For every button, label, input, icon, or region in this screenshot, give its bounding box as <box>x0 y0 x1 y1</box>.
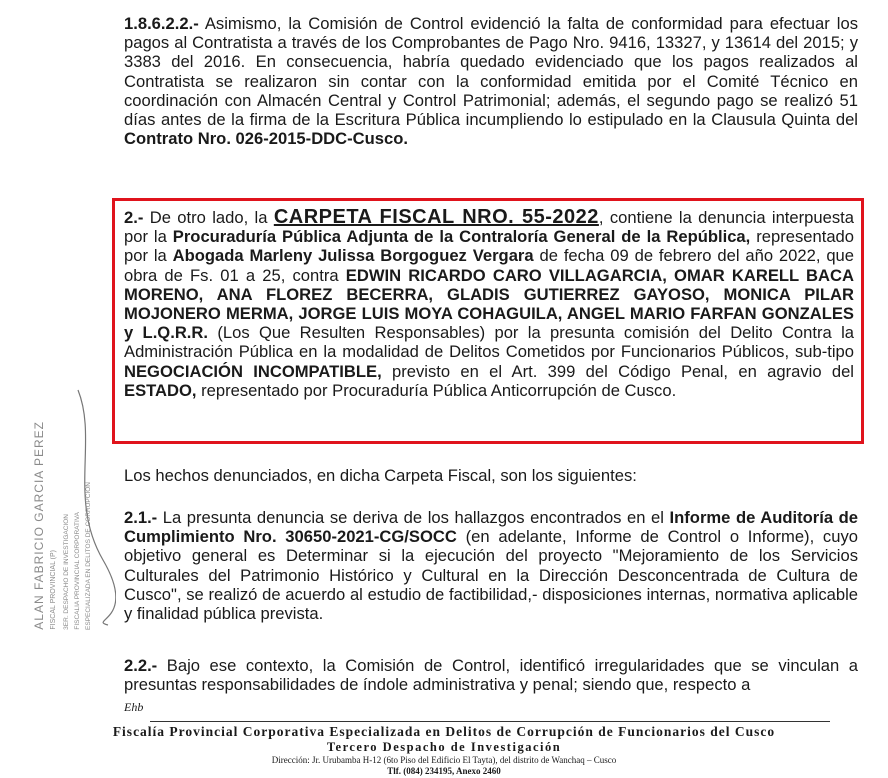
signature-stroke-icon <box>8 380 116 630</box>
footer-phone: Tlf. (084) 234195, Anexo 2460 <box>387 766 501 776</box>
abogada-name: Abogada Marleny Julissa Borgoguez Vergara <box>172 246 534 266</box>
paragraph-text: representado por la <box>124 227 855 266</box>
paragraph-text: La presunta denuncia se deriva de los hallazgos encontrados en el <box>157 508 670 527</box>
footer-despacho: Tercero Despacho de Investigación <box>326 740 562 754</box>
seal-line: FISCALIA PROVINCIAL CORPORATIVA <box>74 512 81 630</box>
carpeta-fiscal-title: CARPETA FISCAL NRO. 55-2022 <box>273 206 599 228</box>
seal-line: ESPECIALIZADA EN DELITOS DE CORRUPCION <box>85 482 92 630</box>
section-number: 2.- <box>124 208 144 227</box>
paragraph-hechos: Los hechos denunciados, en dicha Carpeta Fiscal, son los siguientes: <box>124 466 637 485</box>
seal-line: 3ER. DESPACHO DE INVESTIGACION <box>63 514 70 630</box>
paragraph-text: De otro lado, la <box>143 208 274 227</box>
procuraduria-name: Procuraduría Pública Adjunta de la Contraloría General de la República, <box>172 227 751 247</box>
paragraph-text: Bajo ese contexto, la Comisión de Control, identificó irregularidades que se vinculan a presuntas responsabilidades de índole administrativa y penal; siendo que, respecto a <box>124 656 858 695</box>
paragraph-2-1 <box>124 508 858 623</box>
section-number: 1.8.6.2.2.- <box>124 14 199 33</box>
aggrieved-party: ESTADO, <box>124 380 197 400</box>
accused-names: EDWIN RICARDO CARO VILLAGARCIA, OMAR KARELL BACA MORENO, ANA FLOREZ BECERRA, GLADIS GUTIERREZ GAYOSO, MONICA PILAR MOJONERO MERMA, JORGE LUIS MOYA COHAGUILA, ANGEL MARIO FARFAN GONZALES y L.Q.R.R. <box>124 265 854 343</box>
paragraph-text: (Los Que Resulten Responsables) por la presunta comisión del Delito Contra la Administración Pública en la modalidad de Delitos Cometidos por Funcionarios Públicos, sub-tipo <box>124 323 854 362</box>
paragraph-text: (en adelante, Informe de Control o Informe), cuyo objetivo general es Determinar si la ejecución del proyecto "Mejoramiento de los Servicios Culturales del Patrimonio Histórico y Cultural en la Dirección Desconcentrada de Cultura de Cusco" <box>124 527 858 604</box>
footer-divider <box>150 721 830 722</box>
crime-subtype: NEGOCIACIÓN INCOMPATIBLE, <box>124 361 382 381</box>
section-number: 2.2.- <box>124 656 158 675</box>
paragraph-text: , contiene la denuncia interpuesta por la <box>124 208 854 247</box>
fiscal-seal-stamp <box>8 380 116 630</box>
paragraph-text: de fecha 09 de febrero del año 2022, que obra de Fs. 01 a 25, contra <box>124 246 855 285</box>
informe-reference: Informe de Auditoría de Cumplimiento Nro. 30650-2021-CG/SOCC <box>124 508 858 547</box>
section-number: 2.1.- <box>124 508 158 527</box>
seal-name: ALAN FABRICIO GARCIA PEREZ <box>32 421 46 630</box>
paragraph-2-2 <box>124 656 858 694</box>
paragraph-1-8-6-2-2 <box>124 14 858 148</box>
contract-reference: Contrato Nro. 026-2015-DDC-Cusco. <box>124 129 408 149</box>
paragraph-text: representado por Procuraduría Pública Anticorrupción de Cusco. <box>196 380 677 400</box>
paragraph-text: Asimismo, la Comisión de Control evidenció la falta de conformidad para efectuar los pagos al Contratista a través de los Comprobantes de Pago Nro. 9416, 13327, y 13614 del 2015; y 3383 del 2016. En consecuencia, habría quedado evidenciado que los pagos realizados al Contratista se realizaron sin contar con la conformidad emitida por el Comité Técnico en coordinación con Almacén Central y Control Patrimonial; además, el segundo pago se realizó 51 días antes de la firma de la Escritura Pública incumpliendo lo estipulado en la Clausula Quinta del <box>124 14 858 130</box>
paragraph-2 <box>124 208 854 400</box>
footer-office-name: Fiscalía Provincial Corporativa Especializada en Delitos de Corrupción de Funcionarios del Cusco <box>112 724 776 739</box>
seal-line: FISCAL PROVINCIAL (P) <box>50 550 57 630</box>
typist-initials: Ehb <box>124 700 144 714</box>
paragraph-text: , se realizó de acuerdo al estudio de factibilidad,- disposiciones internas, normativa aplicable y finalidad pública prevista. <box>124 584 858 624</box>
paragraph-text: previsto en el Art. 399 del Código Penal, en agravio del <box>381 361 854 381</box>
footer-address: Dirección: Jr. Urubamba H-12 (6to Piso del Edificio El Tayta), del distrito de Wanchaq – Cusco <box>271 755 617 765</box>
